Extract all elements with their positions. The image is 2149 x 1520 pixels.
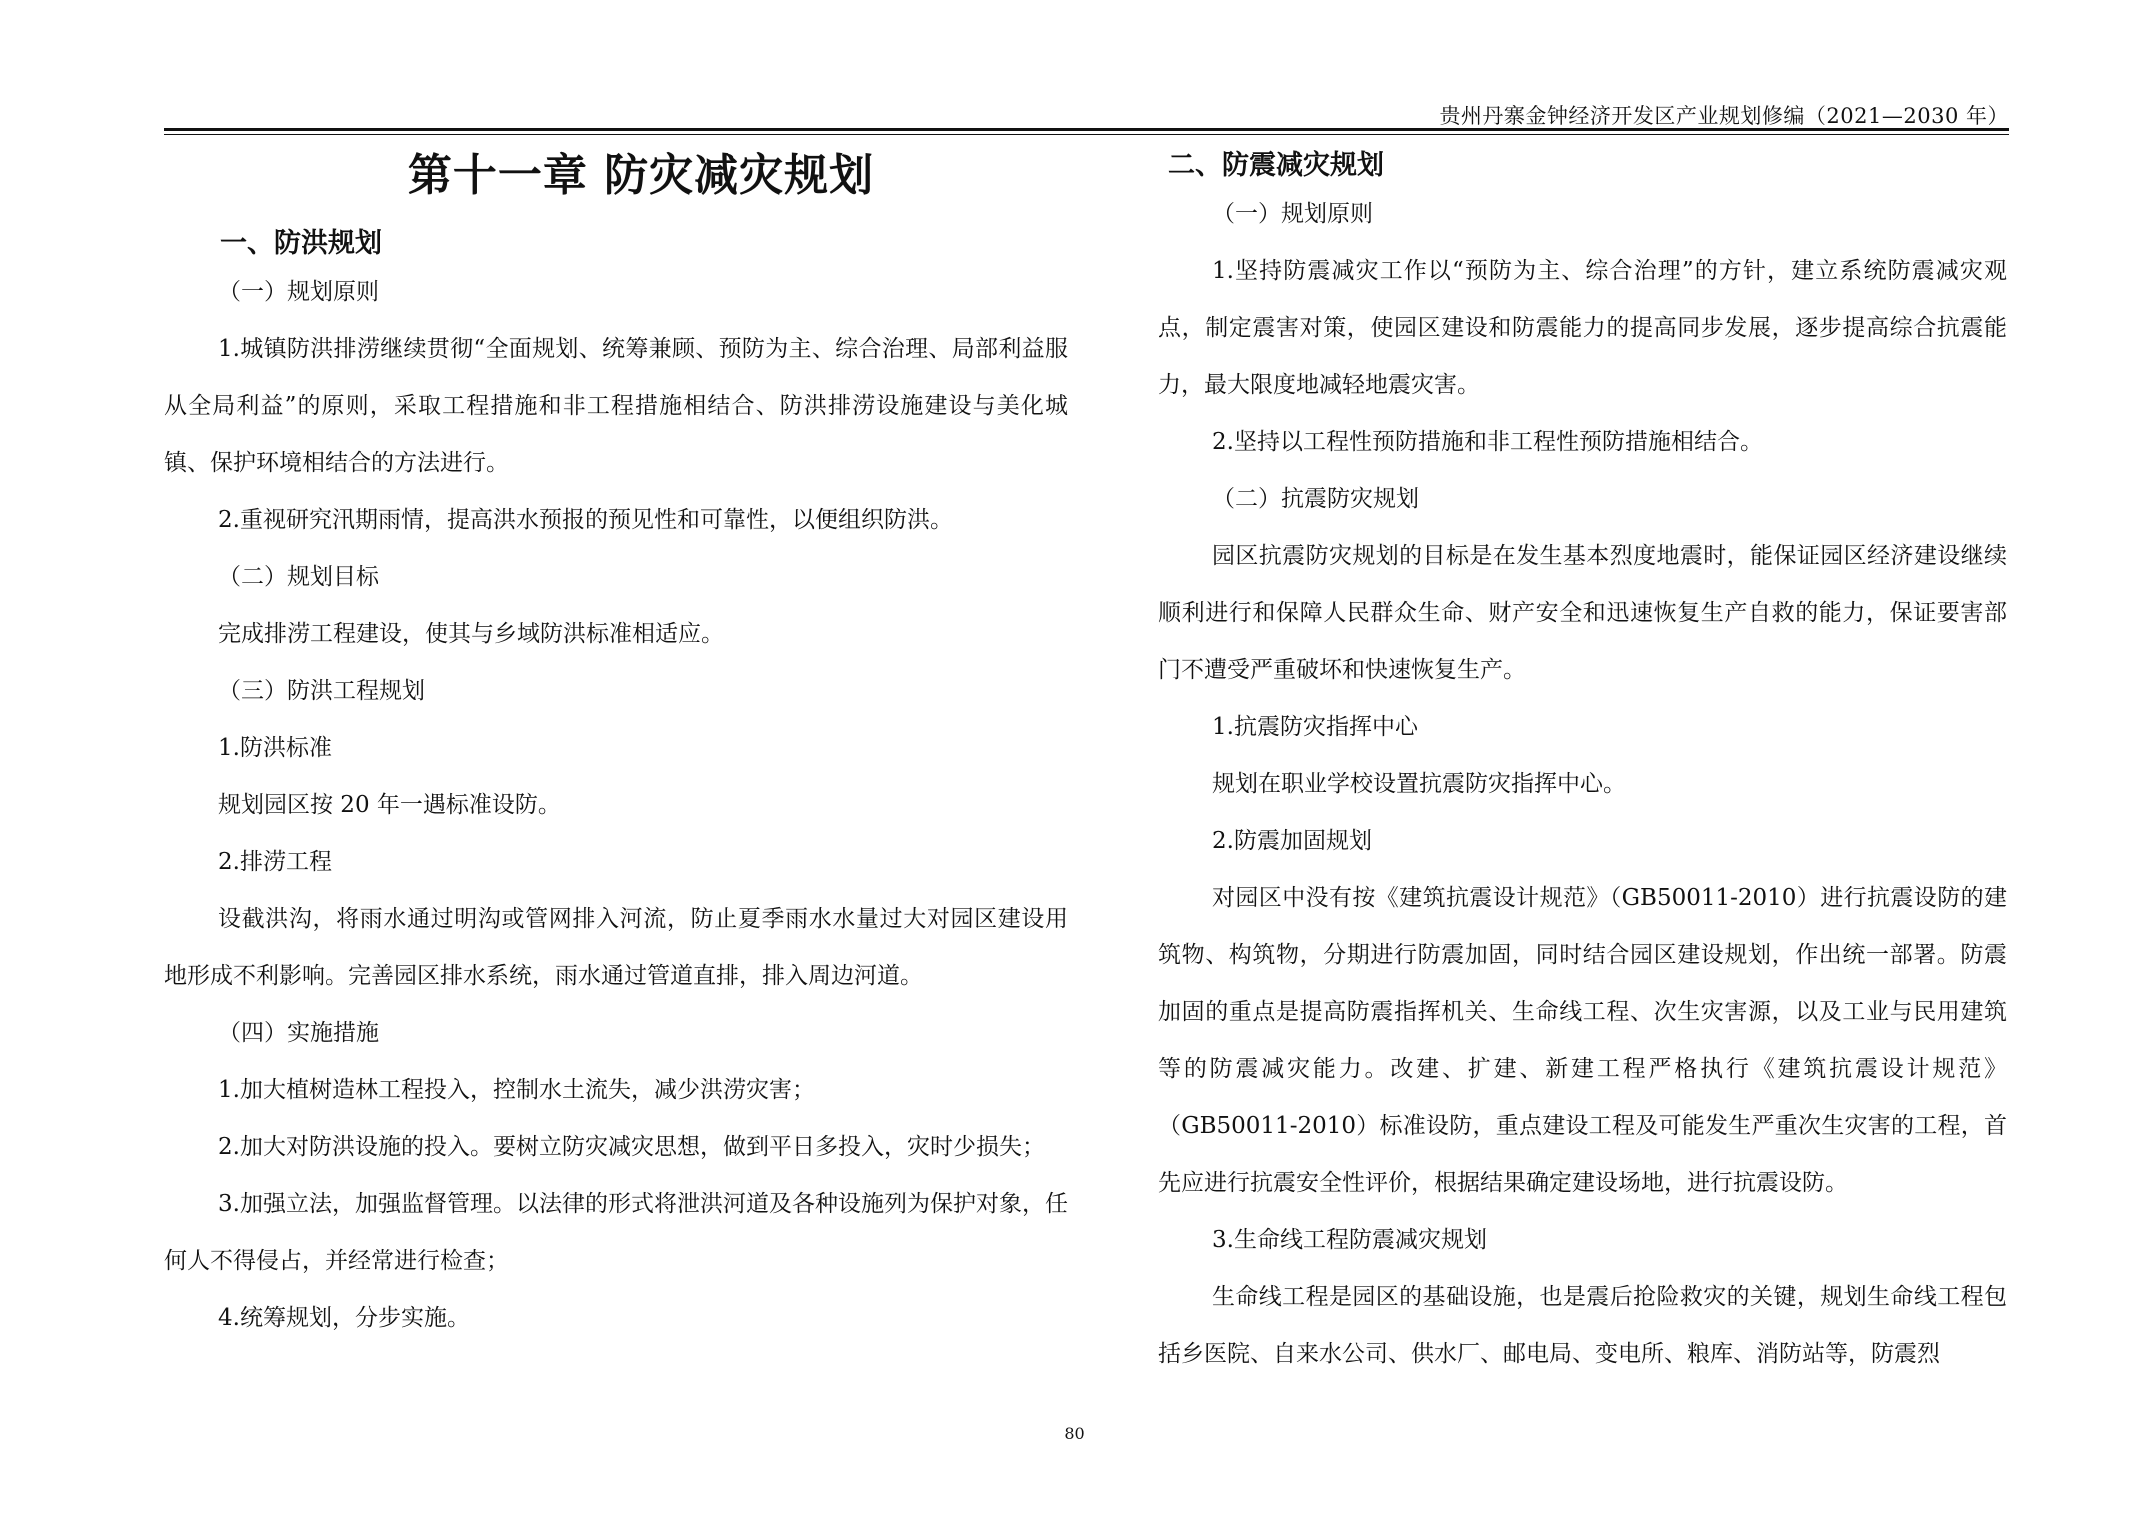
subsection-heading: （一）规划原则: [218, 279, 379, 305]
paragraph: 1.防洪标准: [218, 735, 332, 761]
subsection-heading: （二）抗震防灾规划: [1212, 486, 1419, 512]
paragraph: 3.生命线工程防震减灾规划: [1212, 1227, 1487, 1253]
paragraph: 对园区中没有按《建筑抗震设计规范》（GB50011-2010）进行抗震设防的建筑物、构筑物，分期进行防震加固，同时结合园区建设规划，作出统一部署。防震加固的重点是提高防震指挥机关、生命线工程、次生灾害源，以及工业与民用建筑等的防震减灾能力。改建、扩建、新建工程严格执行《建筑抗震设计规范》（GB50011-2010）标准设防，重点建设工程及可能发生严重次生灾害的工程，首先应进行抗震安全性评价，根据结果确定建设场地，进行抗震设防。: [1158, 885, 2007, 1196]
paragraph: 2.防震加固规划: [1212, 828, 1372, 854]
header-rule-thick: [164, 128, 2009, 131]
paragraph: 完成排涝工程建设，使其与乡域防洪标准相适应。: [218, 621, 724, 647]
page-number: 80: [1064, 1424, 1085, 1443]
chapter-title: 第十一章 防灾减灾规划: [407, 150, 875, 201]
paragraph: 4.统筹规划，分步实施。: [218, 1305, 470, 1331]
paragraph: 1.加大植树造林工程投入，控制水土流失，减少洪涝灾害；: [218, 1077, 815, 1103]
header-rule-thin: [164, 134, 2009, 135]
paragraph: 2.坚持以工程性预防措施和非工程性预防措施相结合。: [1212, 429, 1763, 455]
paragraph: 2.重视研究汛期雨情，提高洪水预报的预见性和可靠性，以便组织防洪。: [218, 507, 953, 533]
paragraph: 园区抗震防灾规划的目标是在发生基本烈度地震时，能保证园区经济建设继续顺利进行和保障人民群众生命、财产安全和迅速恢复生产自救的能力，保证要害部门不遭受严重破坏和快速恢复生产。: [1158, 543, 2007, 683]
paragraph: 规划园区按 20 年一遇标准设防。: [218, 792, 561, 818]
paragraph: 1.城镇防洪排涝继续贯彻“全面规划、统筹兼顾、预防为主、综合治理、局部利益服从全局利益”的原则，采取工程措施和非工程措施相结合、防洪排涝设施建设与美化城镇、保护环境相结合的方法进行。: [164, 336, 1068, 476]
subsection-heading: （三）防洪工程规划: [218, 678, 425, 704]
paragraph: 生命线工程是园区的基础设施，也是震后抢险救灾的关键，规划生命线工程包括乡医院、自来水公司、供水厂、邮电局、变电所、粮库、消防站等，防震烈: [1158, 1284, 2007, 1367]
paragraph: 规划在职业学校设置抗震防灾指挥中心。: [1212, 771, 1626, 797]
section-heading-earthquake: 二、防震减灾规划: [1168, 150, 1384, 181]
left-column: [164, 136, 1068, 1347]
paragraph: 2.加大对防洪设施的投入。要树立防灾减灾思想，做到平日多投入，灾时少损失；: [218, 1134, 1045, 1160]
subsection-heading: （一）规划原则: [1212, 201, 1373, 227]
subsection-heading: （二）规划目标: [218, 564, 379, 590]
subsection-heading: （四）实施措施: [218, 1020, 379, 1046]
right-column: [1158, 136, 2007, 1383]
paragraph: 设截洪沟，将雨水通过明沟或管网排入河流，防止夏季雨水水量过大对园区建设用地形成不利影响。完善园区排水系统，雨水通过管道直排，排入周边河道。: [164, 906, 1068, 989]
section-heading-flood: 一、防洪规划: [220, 228, 382, 259]
paragraph: 1.坚持防震减灾工作以“预防为主、综合治理”的方针，建立系统防震减灾观点，制定震害对策，使园区建设和防震能力的提高同步发展，逐步提高综合抗震能力，最大限度地减轻地震灾害。: [1158, 258, 2007, 398]
paragraph: 3.加强立法，加强监督管理。以法律的形式将泄洪河道及各种设施列为保护对象，任何人不得侵占，并经常进行检查；: [164, 1191, 1068, 1274]
document-title: 贵州丹寨金钟经济开发区产业规划修编（2021—2030 年）: [1439, 104, 2009, 128]
paragraph: 1.抗震防灾指挥中心: [1212, 714, 1418, 740]
paragraph: 2.排涝工程: [218, 849, 332, 875]
